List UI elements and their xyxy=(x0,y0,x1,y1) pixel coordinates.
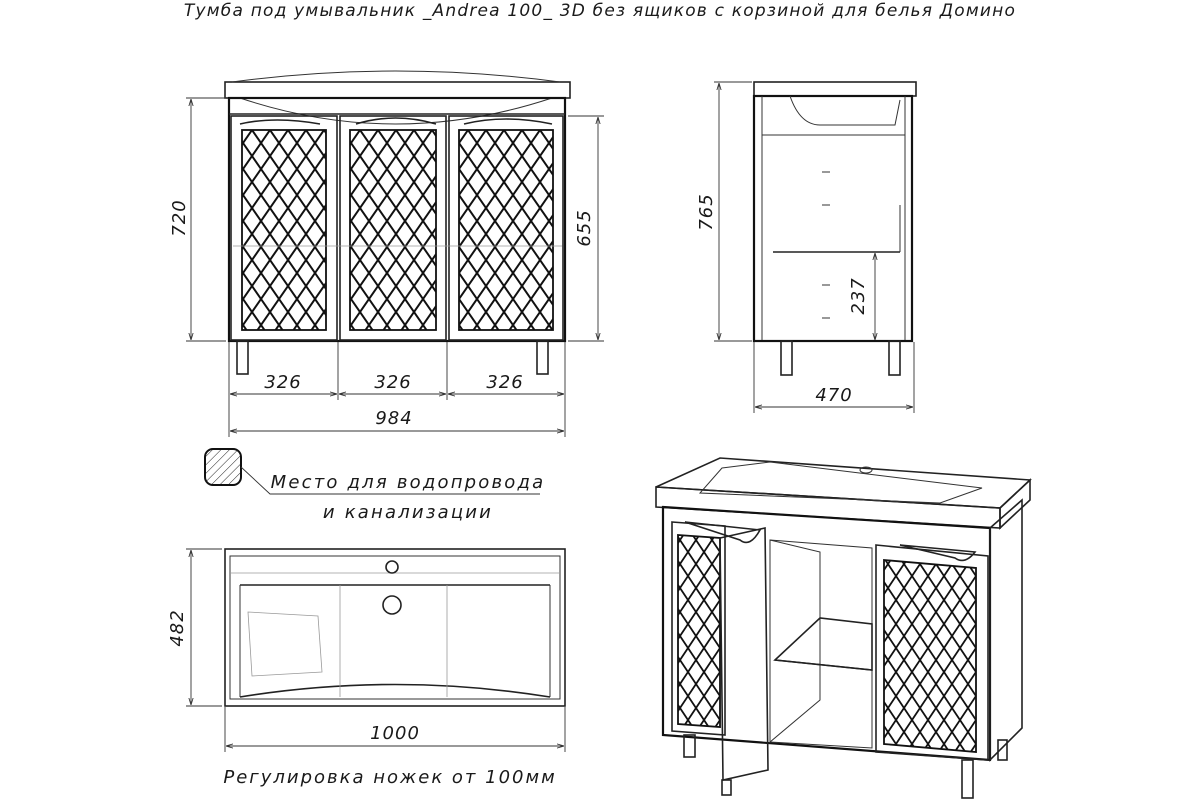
hatched-square-icon xyxy=(205,449,241,485)
drawing-title: Тумба под умывальник _Andrea 100_ 3D без ящиков с корзиной для белья Домино xyxy=(183,1,1017,21)
iso-door-left-lattice xyxy=(678,535,720,727)
leg-front-right xyxy=(537,341,548,374)
door-right-lattice xyxy=(459,130,553,330)
dim-width-door-1: 326 xyxy=(264,372,302,393)
leg-front-left xyxy=(237,341,248,374)
drain-hole xyxy=(383,596,401,614)
iso-leg-2 xyxy=(722,780,731,795)
dim-depth-482: 482 xyxy=(167,609,188,647)
faucet-hole xyxy=(386,561,398,573)
top-view xyxy=(167,549,565,752)
leg-side-right xyxy=(889,341,900,375)
dim-width-1000: 1000 xyxy=(370,723,420,744)
legs-adjustment-note: Регулировка ножек от 100мм xyxy=(223,767,557,788)
plumbing-legend xyxy=(205,449,545,523)
legend-line-2: и канализации xyxy=(322,502,494,523)
door-left-lattice xyxy=(242,130,326,330)
isometric-view xyxy=(656,458,1030,798)
iso-door-right-lattice xyxy=(884,560,976,752)
dim-width-door-2: 326 xyxy=(374,372,412,393)
iso-leg-3 xyxy=(962,760,973,798)
leg-side-left xyxy=(781,341,792,375)
dim-depth-470: 470 xyxy=(815,385,853,406)
door-middle-lattice xyxy=(350,130,436,330)
dim-height-765: 765 xyxy=(696,193,717,231)
dim-shelf-237: 237 xyxy=(848,277,869,315)
dim-width-door-3: 326 xyxy=(486,372,524,393)
legend-line-1: Место для водопровода xyxy=(270,472,546,493)
dim-height-720: 720 xyxy=(169,199,190,237)
front-view xyxy=(169,71,604,437)
side-view xyxy=(696,82,916,413)
dim-width-984: 984 xyxy=(375,408,413,429)
dim-height-655: 655 xyxy=(574,209,595,247)
